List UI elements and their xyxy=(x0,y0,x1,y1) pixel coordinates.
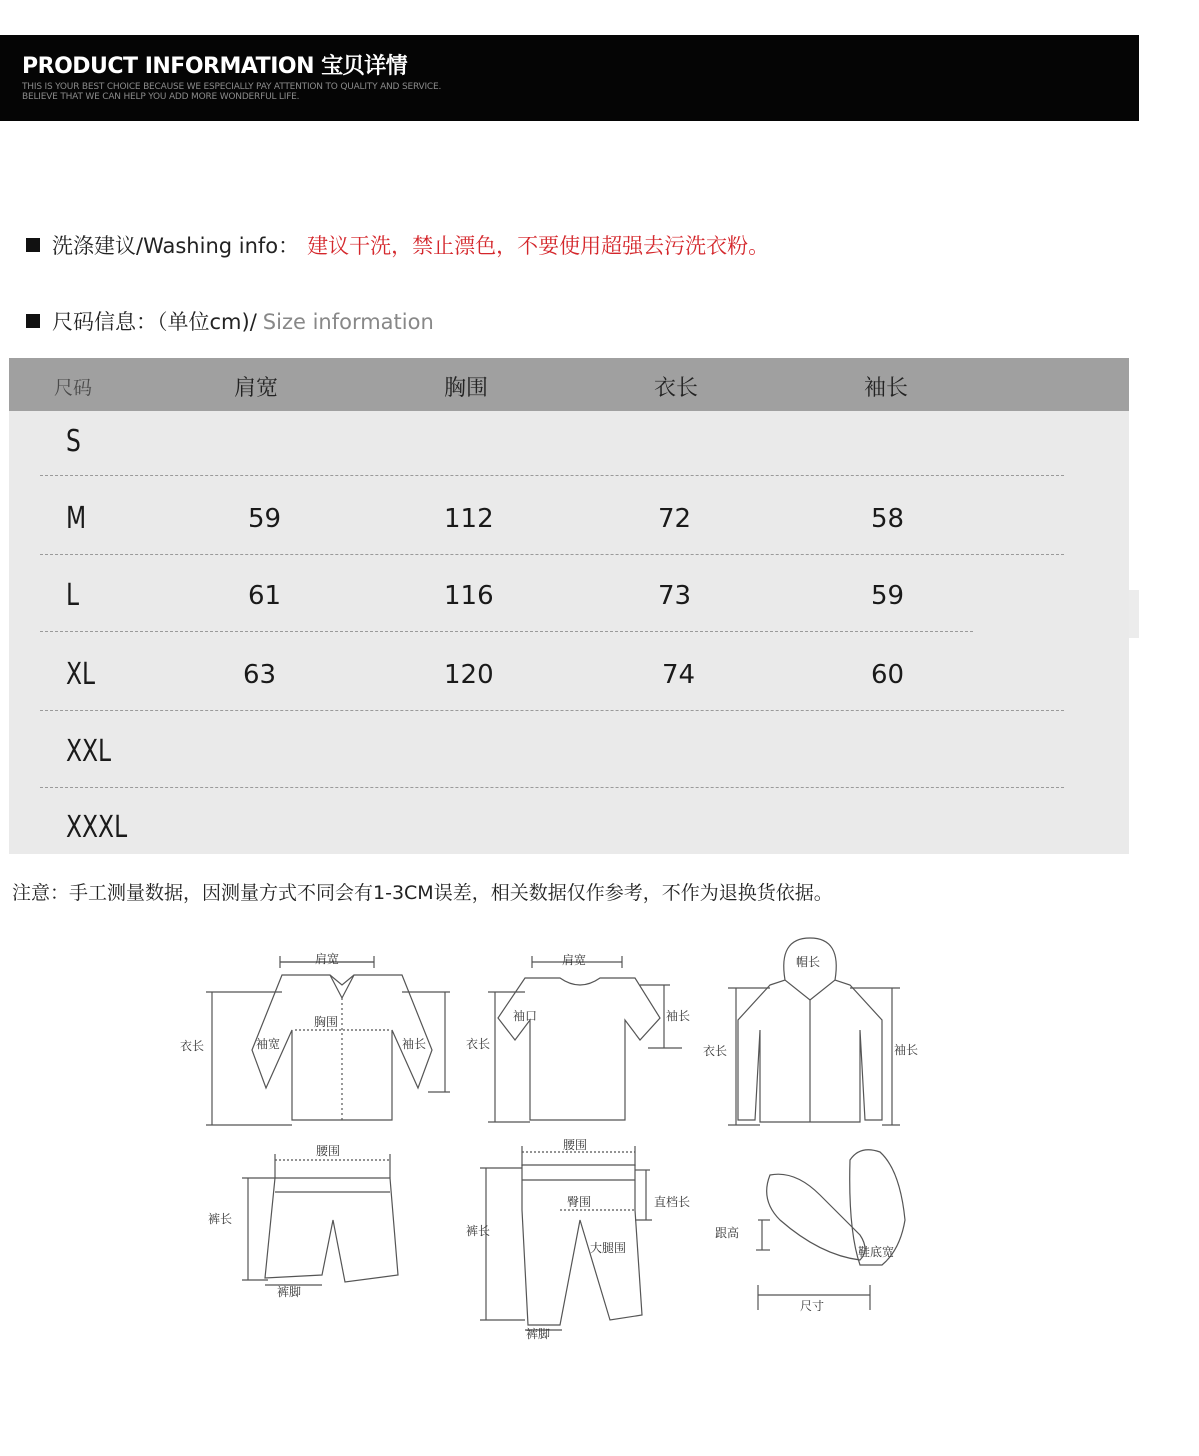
diagram-label: 袖宽 xyxy=(256,1037,281,1051)
banner-subtitle-line2: BELIEVE THAT WE CAN HELP YOU ADD MORE WONDERFUL LIFE. xyxy=(22,92,300,102)
pants-diagram-icon xyxy=(480,1146,652,1330)
row-divider xyxy=(40,787,1064,788)
diagram-label: 鞋底宽 xyxy=(858,1245,895,1259)
size-info-label-en: Size information xyxy=(262,310,434,334)
row-size: XXXL xyxy=(66,810,128,845)
size-info-label: 尺码信息：（单位cm)/ xyxy=(52,310,257,334)
row-length: 72 xyxy=(658,504,692,534)
diagram-label: 衣长 xyxy=(703,1044,728,1058)
diagram-label: 帽长 xyxy=(796,955,821,969)
row-sleeve: 58 xyxy=(871,504,905,534)
row-sleeve: 60 xyxy=(871,660,905,690)
bullet-square-icon xyxy=(26,238,40,252)
washing-label: 洗涤建议/Washing info： xyxy=(52,234,300,258)
diagram-label: 腰围 xyxy=(316,1144,341,1158)
tshirt-diagram-icon xyxy=(488,956,682,1122)
diagram-label: 肩宽 xyxy=(562,953,587,967)
product-info-banner xyxy=(0,35,1139,121)
table-row xyxy=(9,648,1129,708)
row-shoulder: 61 xyxy=(248,581,282,611)
header-size: 尺码 xyxy=(54,377,93,399)
row-length: 73 xyxy=(658,581,692,611)
row-size: XL xyxy=(66,657,96,692)
banner-subtitle-line1: THIS IS YOUR BEST CHOICE BECAUSE WE ESPECIALLY PAY ATTENTION TO QUALITY AND SERVICE. xyxy=(22,82,442,92)
row-chest: 120 xyxy=(444,660,494,690)
diagram-label: 袖长 xyxy=(666,1009,691,1023)
diagram-label: 衣长 xyxy=(466,1037,491,1051)
row-divider xyxy=(40,475,1064,476)
side-tab xyxy=(1129,590,1139,638)
header-chest: 胸围 xyxy=(444,376,489,401)
row-chest: 116 xyxy=(444,581,494,611)
banner-title: PRODUCT INFORMATION 宝贝详情 xyxy=(22,54,408,79)
diagram-label: 臀围 xyxy=(567,1195,592,1209)
row-chest: 112 xyxy=(444,504,494,534)
header-sleeve: 袖长 xyxy=(864,376,909,401)
header-shoulder: 肩宽 xyxy=(234,376,279,401)
row-size: S xyxy=(66,424,81,459)
row-sleeve: 59 xyxy=(871,581,905,611)
table-row xyxy=(9,801,1129,861)
diagram-label: 袖长 xyxy=(402,1037,427,1051)
row-divider xyxy=(40,710,1064,711)
row-divider xyxy=(40,631,973,632)
row-divider xyxy=(40,554,1064,555)
shorts-diagram-icon xyxy=(242,1154,398,1285)
bullet-square-icon xyxy=(26,314,40,328)
diagram-label: 腰围 xyxy=(563,1138,588,1152)
diagram-label: 袖长 xyxy=(894,1043,919,1057)
table-row xyxy=(9,415,1129,475)
diagram-label: 直档长 xyxy=(654,1195,691,1209)
diagram-label: 裤脚 xyxy=(526,1327,551,1341)
washing-info xyxy=(26,230,769,260)
size-table xyxy=(9,358,1129,854)
measurement-diagrams xyxy=(170,930,930,1350)
diagram-label: 裤长 xyxy=(208,1212,233,1226)
diagram-label: 大腿围 xyxy=(590,1241,627,1255)
table-row xyxy=(9,569,1129,629)
row-shoulder: 59 xyxy=(248,504,282,534)
banner-subtitle xyxy=(22,82,441,102)
diagram-label: 肩宽 xyxy=(315,952,340,966)
diagram-label: 跟高 xyxy=(715,1226,740,1240)
diagram-label: 裤脚 xyxy=(277,1285,302,1299)
diagram-label: 衣长 xyxy=(180,1039,205,1053)
row-shoulder: 63 xyxy=(243,660,277,690)
shoe-diagram-icon xyxy=(756,1150,905,1310)
size-info-heading xyxy=(26,306,434,336)
washing-value: 建议干洗，禁止漂色，不要使用超强去污洗衣粉。 xyxy=(307,234,770,258)
measurement-note: 注意：手工测量数据，因测量方式不同会有1-3CM误差，相关数据仅作参考，不作为退换货依据。 xyxy=(12,882,833,904)
measurement-diagrams-svg xyxy=(170,930,930,1350)
header-length: 衣长 xyxy=(654,376,699,401)
row-size: XXL xyxy=(66,734,112,769)
row-size: L xyxy=(66,578,80,613)
diagram-label: 尺寸 xyxy=(800,1299,825,1313)
table-row xyxy=(9,492,1129,552)
row-size: M xyxy=(66,501,87,536)
table-header xyxy=(9,358,1129,411)
diagram-label: 裤长 xyxy=(466,1224,491,1238)
diagram-label: 胸围 xyxy=(314,1015,339,1029)
diagram-label: 袖口 xyxy=(513,1009,538,1023)
table-row xyxy=(9,725,1129,785)
row-length: 74 xyxy=(662,660,696,690)
